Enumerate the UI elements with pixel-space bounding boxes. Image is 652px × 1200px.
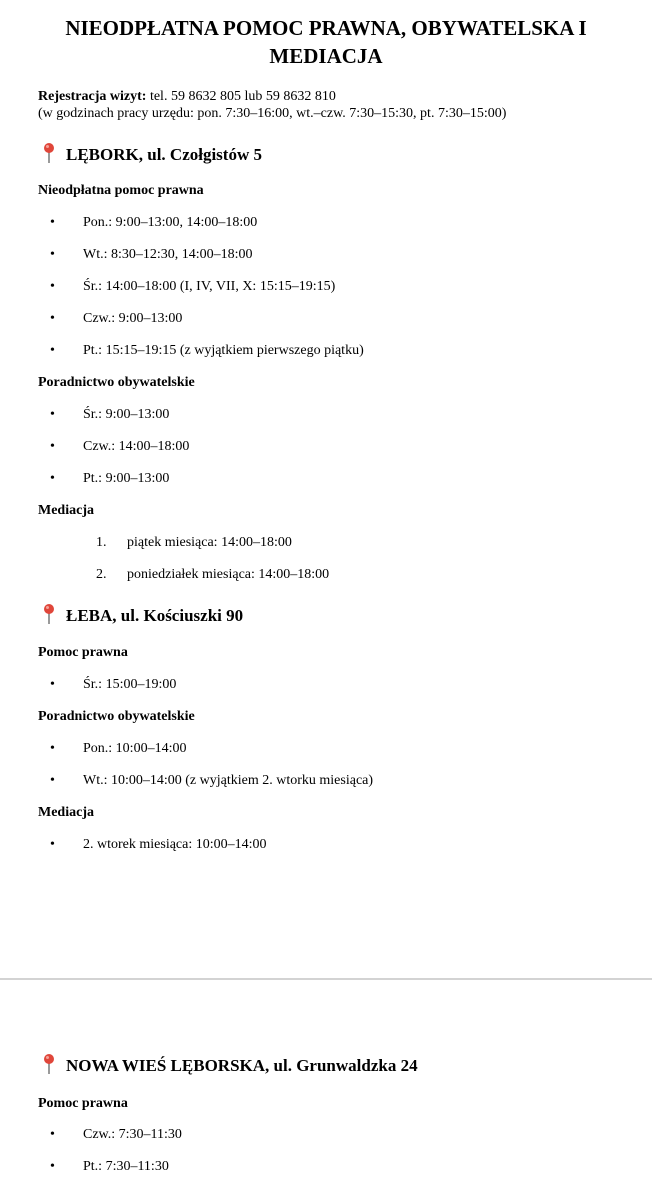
location-heading-leba: [38, 603, 243, 627]
map-pin-icon: [38, 142, 60, 164]
location-name: LĘBORK, ul. Czołgistów 5: [66, 145, 262, 164]
map-pin-icon: [38, 1053, 60, 1075]
location-heading-nowa-wies: [38, 1053, 418, 1077]
group-heading: Mediacja: [38, 503, 94, 518]
registration-hours: (w godzinach pracy urzędu: pon. 7:30–16:00, wt.–czw. 7:30–15:30, pt. 7:30–15:00): [38, 106, 507, 121]
page-divider: [0, 978, 652, 980]
document-page: NIEODPŁATNA POMOC PRAWNA, OBYWATELSKA I MEDIACJA Rejestracja wizyt: tel. 59 8632 805 lub 59 8632 810 (w godzinach pracy urzędu: pon. 7:30–16:00, wt.–czw. 7:30–15:30, pt. 7:30–15:00) LĘBORK, ul. Czołgistów 5 Nieodpłatna pomoc prawna • Pon.: 9:00–13:00, 14:00–18:00 • Wt.: 8:30–12:30, 14:00–18:00 • Śr.: 14:00–18:00 (I, IV, VII, X: 15:15–19:15) • Czw.: 9:00–13:00 • Pt.: 15:15–19:15 (z wyjątkiem pierwszego piątku) Poradnictwo obywatelskie • Śr.: 9:00–13:00 • Czw.: 14:00–18:00 • Pt.: 9:00–13:00 Mediacja 1. piątek miesiąca: 14:00–18:00 2. poniedziałek miesiąca: 14:00–18:00 ŁEBA, ul. Kościuszki 90 Pomoc prawna • Śr.: 15:00–19:00 Poradnictwo obywatelskie • Pon.: 10:00–14:00 • Wt.: 10:00–14:00 (z wyjątkiem 2. wtorku miesiąca) Mediacja • 2. wtorek miesiąca: 10:00–14:00 NOWA WIEŚ LĘBORSKA, ul. Grunwaldzka 24 Pomoc prawna • Czw.: 7:30–11:30 • Pt.: 7:30–11:30: [0, 0, 652, 1200]
group-heading: Pomoc prawna: [38, 1096, 128, 1111]
group-heading: Poradnictwo obywatelskie: [38, 709, 195, 724]
group-heading: Pomoc prawna: [38, 645, 128, 660]
location-name: ŁEBA, ul. Kościuszki 90: [66, 606, 244, 625]
map-pin-icon: [38, 603, 60, 625]
group-heading: Nieodpłatna pomoc prawna: [38, 183, 204, 198]
location-heading-lebork: [38, 142, 262, 166]
group-heading: Mediacja: [38, 805, 94, 820]
group-heading: Poradnictwo obywatelskie: [38, 375, 195, 390]
registration-label: Rejestracja wizyt:: [38, 89, 147, 104]
location-name: NOWA WIEŚ LĘBORSKA, ul. Grunwaldzka 24: [66, 1056, 418, 1075]
registration-phones: tel. 59 8632 805 lub 59 8632 810: [149, 89, 336, 104]
page-title: NIEODPŁATNA POMOC PRAWNA, OBYWATELSKA I MEDIACJA: [65, 16, 587, 68]
registration-info: [38, 88, 638, 122]
